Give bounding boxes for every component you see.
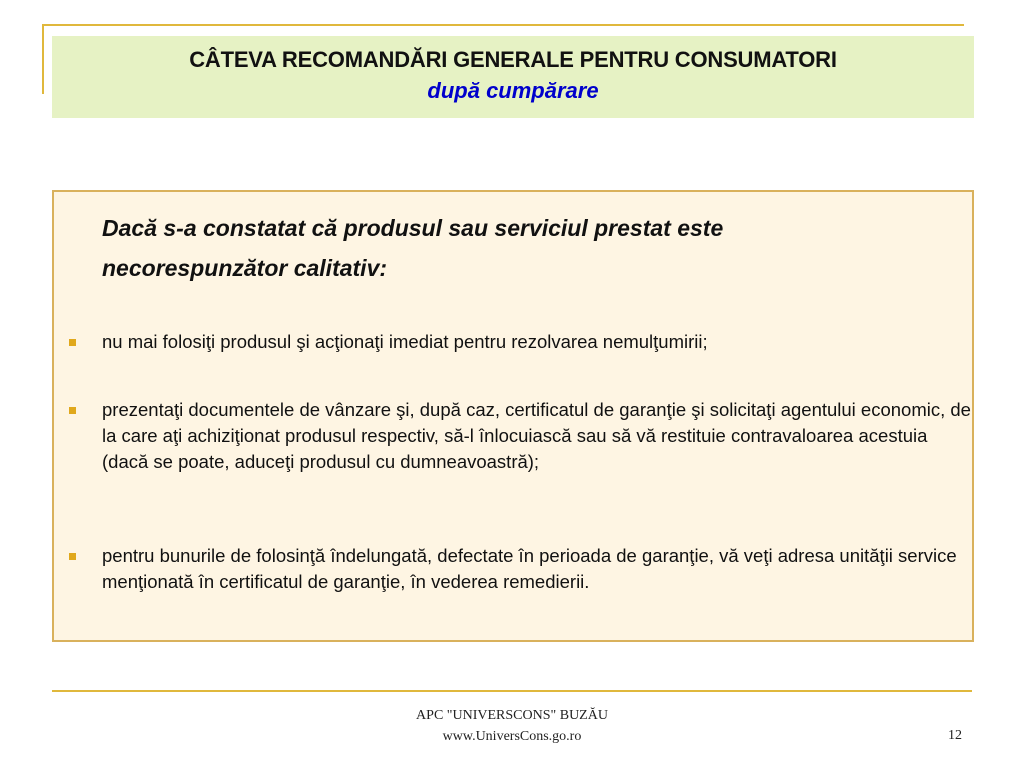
content-panel: [52, 190, 974, 642]
footer-divider: [52, 690, 972, 692]
top-frame-line: [42, 24, 964, 26]
slide-title: CÂTEVA RECOMANDĂRI GENERALE PENTRU CONSUMATORI: [189, 47, 837, 72]
intro-line-1: Dacă s-a constatat că produsul sau serviciul prestat este: [102, 215, 724, 241]
list-item-text: nu mai folosiţi produsul şi acţionaţi imediat pentru rezolvarea nemulţumirii;: [102, 331, 708, 352]
title-banner: [52, 36, 974, 118]
square-bullet-icon: [69, 553, 76, 560]
list-item-text: pentru bunurile de folosinţă îndelungată, defectate în perioada de garanţie, vă veţi adresa unităţii service menţionată în certificatul de garanţie, în vederea remedierii.: [102, 545, 957, 592]
footer-organization: APC "UNIVERSCONS" BUZĂU: [416, 708, 608, 723]
intro-line-2: necorespunzător calitativ:: [102, 255, 388, 281]
slide-subtitle: după cumpărare: [427, 78, 599, 103]
footer-website: www.UniversCons.go.ro: [442, 729, 582, 744]
left-frame-line: [42, 24, 44, 94]
square-bullet-icon: [69, 407, 76, 414]
square-bullet-icon: [69, 339, 76, 346]
page-number: 12: [948, 728, 962, 743]
footer: [312, 705, 712, 747]
list-item-text: prezentaţi documentele de vânzare şi, după caz, certificatul de garanţie şi solicitaţi agentului economic, de la care aţi achiziţionat produsul respectiv, să-l înlocuiască sau să vă restituie contravaloarea acestuia (dacă se poate, aduceţi produsul cu dumneavoastră);: [102, 399, 971, 472]
intro-text: [102, 208, 932, 288]
